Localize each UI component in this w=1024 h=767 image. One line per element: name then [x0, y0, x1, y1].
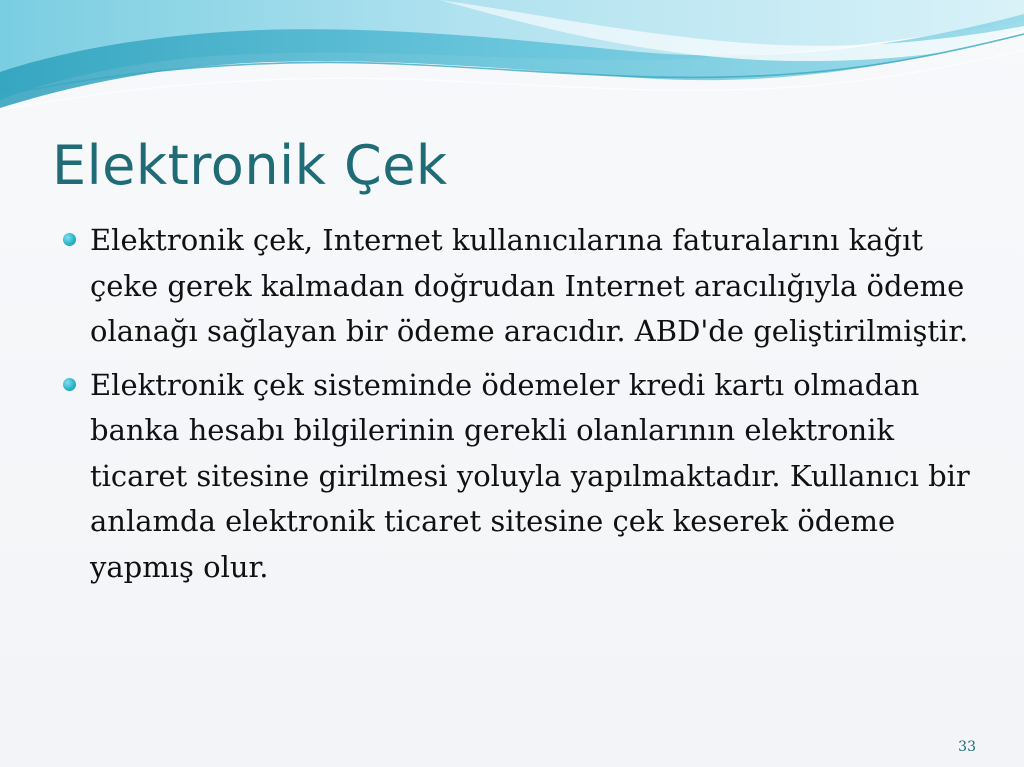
bullet-dot-icon [63, 378, 76, 391]
slide-title: Elektronik Çek [52, 134, 448, 197]
page-number: 33 [958, 739, 976, 755]
bullet-item [60, 363, 990, 591]
bullet-list [60, 218, 990, 598]
bullet-text: Elektronik çek sisteminde ödemeler kredi kartı olmadan banka hesabı bilgilerinin gerekli olanlarının elektronik ticaret sitesine girilmesi yoluyla yapılmaktadır. Kullanıcı bir anlamda elektronik ticaret sitesine çek keserek ödeme yapmış olur. [90, 367, 970, 584]
bullet-dot-icon [63, 233, 76, 246]
bullet-text: Elektronik çek, Internet kullanıcılarına faturalarını kağıt çeke gerek kalmadan doğrudan Internet aracılığıyla ödeme olanağı sağlayan bir ödeme aracıdır. ABD'de geliştirilmiştir. [90, 223, 969, 348]
header-wave-decoration [0, 0, 1024, 130]
bullet-item [60, 218, 990, 355]
